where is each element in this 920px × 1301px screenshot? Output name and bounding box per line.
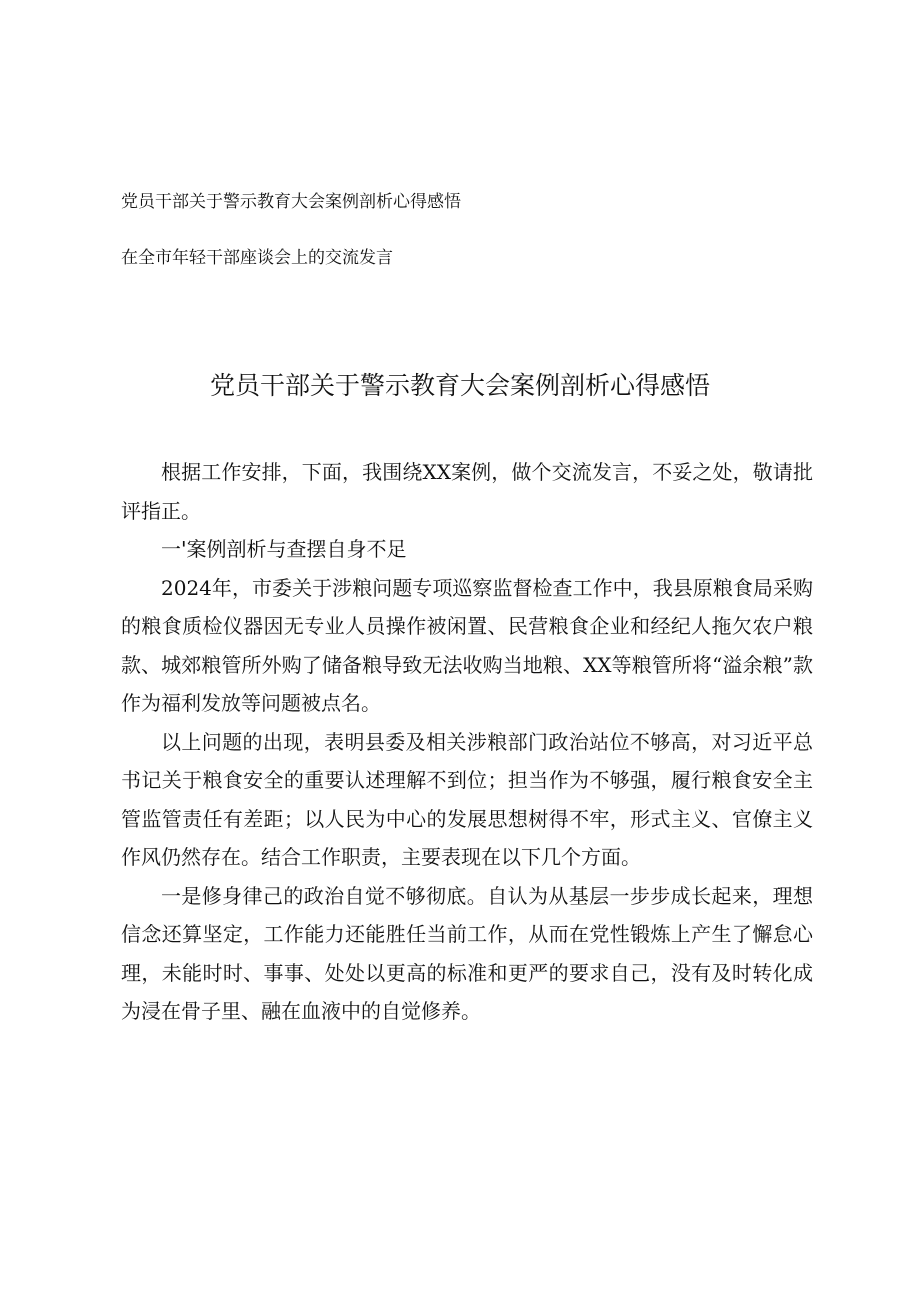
table-of-contents [121, 190, 821, 270]
document-body [121, 453, 813, 1031]
section-heading: 一'案例剖析与查摆自身不足 [161, 537, 407, 561]
toc-item-2: 在全市年轻干部座谈会上的交流发言 [121, 248, 393, 268]
body-paragraph-1: 2024年，市委关于涉粮问题专项巡察监督检查工作中，我县原粮食局采购的粮食质检仪器因无专业人员操作被闲置、民营粮食企业和经纪人拖欠农户粮款、城郊粮管所外购了储备粮导致无法收购当地粮、XX等粮管所将“溢余粮”款作为福利发放等问题被点名。 [121, 575, 813, 715]
body-paragraph-3: 一是修身律己的政治自觉不够彻底。自认为从基层一步步成长起来，理想信念还算坚定，工作能力还能胜任当前工作，从而在党性锻炼上产生了懈怠心理，未能时时、事事、处处以更高的标准和更严的要求自己，没有及时转化成为浸在骨子里、融在血液中的自觉修养。 [121, 883, 813, 1023]
body-paragraph-2: 以上问题的出现，表明县委及相关涉粮部门政治站位不够高，对习近平总书记关于粮食安全的重要认述理解不到位；担当作为不够强，履行粮食安全主管监管责任有差距；以人民为中心的发展思想树得不牢，形式主义、官僚主义作风仍然存在。结合工作职责，主要表现在以下几个方面。 [121, 729, 813, 869]
document-title: 党员干部关于警示教育大会案例剖析心得感悟 [209, 371, 710, 400]
toc-item-1: 党员干部关于警示教育大会案例剖析心得感悟 [121, 192, 461, 212]
intro-paragraph: 根据工作安排，下面，我围绕XX案例，做个交流发言，不妥之处，敬请批评指正。 [121, 460, 813, 523]
